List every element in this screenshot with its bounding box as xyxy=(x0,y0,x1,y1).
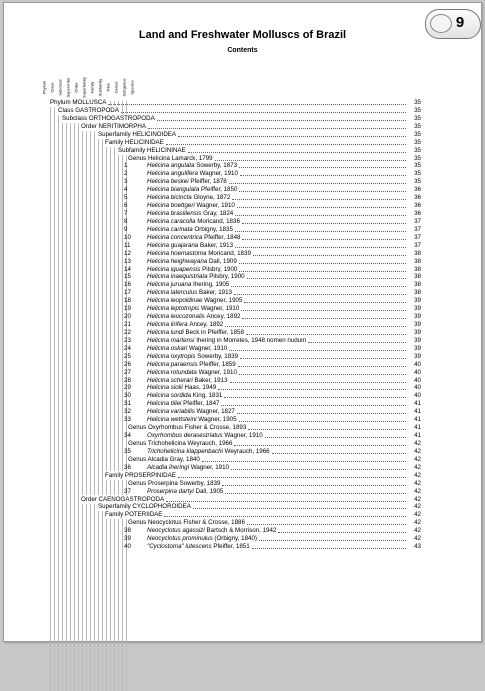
species-number: 4 xyxy=(124,186,128,194)
entry-page-number: 39 xyxy=(407,352,421,361)
species-number: 29 xyxy=(124,384,131,392)
species-author: Weyrauch, 1966 xyxy=(224,447,270,455)
entry-page-number: 35 xyxy=(407,114,421,123)
species-author: (Orbigny, 1840) xyxy=(214,535,257,543)
species-name: Helicina rotundata xyxy=(147,368,197,376)
dot-leader xyxy=(232,199,406,200)
species-author: Ihering in Morretes, 1948 nomen nudum xyxy=(196,336,307,344)
dot-leader xyxy=(166,501,406,502)
species-name: "Cyclostoma" lutescens xyxy=(147,543,212,551)
entry-page-number: 35 xyxy=(407,122,421,131)
entry-page-number: 42 xyxy=(407,463,421,472)
entry-page-number: 43 xyxy=(407,542,421,551)
species-author: Moricand, 1836 xyxy=(197,217,240,225)
species-author: Wagner, 1910 xyxy=(224,432,263,440)
species-name: Neocyclotus agassizi xyxy=(147,527,205,535)
entry-page-number: 37 xyxy=(407,233,421,242)
species-number: 25 xyxy=(124,352,131,360)
dot-leader xyxy=(239,191,406,192)
species-author: Haas, 1949 xyxy=(184,384,217,392)
dot-leader xyxy=(108,104,406,105)
entry-page-number: 38 xyxy=(407,272,421,281)
species-author: Wagner, 1905 xyxy=(198,416,237,424)
dot-leader xyxy=(178,477,406,478)
species-number: 13 xyxy=(124,257,131,265)
dot-leader xyxy=(239,271,406,272)
entry-page-number: 35 xyxy=(407,169,421,178)
taxon-label: Class GASTROPODA xyxy=(58,106,119,114)
species-name: Helicina laterculus xyxy=(147,289,198,297)
taxon-label: Genus Alcadia Gray, 1840 xyxy=(128,455,200,463)
species-number: 1 xyxy=(124,162,128,170)
species-name: Helicina oxytropis xyxy=(147,352,196,360)
entry-page-number: 39 xyxy=(407,312,421,321)
entry-page-number: 39 xyxy=(407,320,421,329)
species-number: 26 xyxy=(124,360,131,368)
species-name: Helicina juruana xyxy=(147,281,192,289)
entry-page-number: 40 xyxy=(407,383,421,392)
entry-page-number: 42 xyxy=(407,447,421,456)
species-author: Sowerby, 1873 xyxy=(196,162,238,170)
dot-leader xyxy=(225,493,406,494)
entry-page-number: 42 xyxy=(407,510,421,519)
species-number: 8 xyxy=(124,217,128,225)
species-number: 31 xyxy=(124,400,131,408)
entry-page-number: 38 xyxy=(407,249,421,258)
species-number: 27 xyxy=(124,368,131,376)
species-author: Wagner, 1910 xyxy=(201,305,240,313)
contents-heading: Contents xyxy=(227,47,258,54)
rank-header-label: Genus xyxy=(113,81,119,94)
species-number: 21 xyxy=(124,321,131,329)
species-number: 14 xyxy=(124,265,131,273)
dot-leader xyxy=(244,302,406,303)
taxon-label: Superfamily CYCLOPHOROIDEA xyxy=(98,503,191,511)
species-author: Wagner, 1910 xyxy=(188,344,228,352)
dot-leader xyxy=(229,350,406,351)
species-number: 33 xyxy=(124,416,131,424)
species-author: Wagner, 1910 xyxy=(198,368,237,376)
taxon-label: Subfamily HELICININAE xyxy=(118,146,186,154)
entry-page-number: 36 xyxy=(407,193,421,202)
rank-header-label: Order xyxy=(73,82,79,93)
species-name: Helicina leopoldinae xyxy=(147,297,203,305)
entry-page-number: 35 xyxy=(407,161,421,170)
species-number: 38 xyxy=(124,527,131,535)
species-author: Pilsbry, 1900 xyxy=(209,273,245,281)
dot-leader xyxy=(202,461,406,462)
entry-page-number: 38 xyxy=(407,257,421,266)
species-number: 40 xyxy=(124,543,131,551)
taxon-label: Order CAENOGASTROPODA xyxy=(81,495,165,503)
taxon-label: Superfamily HELICINOIDEA xyxy=(98,130,177,138)
species-author: Pfeiffer, 1851 xyxy=(213,543,250,551)
rank-header-label: Species xyxy=(129,80,135,95)
entry-page-number: 40 xyxy=(407,391,421,400)
species-name: Helicina guajarana xyxy=(147,241,199,249)
entry-page-number: 35 xyxy=(407,106,421,115)
dot-leader xyxy=(241,310,406,311)
species-author: Wagner, 1827 xyxy=(196,408,235,416)
dot-leader xyxy=(229,183,406,184)
species-number: 39 xyxy=(124,535,131,543)
entry-page-number: 35 xyxy=(407,154,421,163)
taxon-label: Genus Proserpina Sowerby, 1839 xyxy=(128,479,221,487)
species-name-line xyxy=(147,542,251,551)
taxon-label: Family HELICINIDAE xyxy=(105,138,164,146)
species-author: Beck in Pfeiffer, 1858 xyxy=(185,328,244,336)
species-author: Dall, 1909 xyxy=(208,257,237,265)
species-name: Helicina sordida xyxy=(147,392,192,400)
species-author: Wagner, 1905 xyxy=(204,297,243,305)
species-number: 17 xyxy=(124,289,131,297)
entry-page-number: 42 xyxy=(407,471,421,480)
species-name: Helicina caracolla xyxy=(147,217,196,225)
species-name: Helicina wettsteini xyxy=(147,416,197,424)
species-name: Helicina oskari xyxy=(147,344,188,352)
dot-leader xyxy=(248,429,406,430)
dot-leader xyxy=(224,397,406,398)
species-number: 9 xyxy=(124,225,128,233)
dot-leader xyxy=(247,524,406,525)
dot-leader xyxy=(242,239,406,240)
entry-page-number: 39 xyxy=(407,304,421,313)
dot-leader xyxy=(239,421,406,422)
species-author: Ancey, 1892 xyxy=(189,321,224,329)
species-author: Gray, 1824 xyxy=(203,210,234,218)
dot-leader xyxy=(235,247,406,248)
species-name: Helicina iguapensis xyxy=(147,265,201,273)
species-number: 5 xyxy=(124,194,128,202)
species-name: Helicina martensi xyxy=(147,336,195,344)
species-name: Alcadia iheringi xyxy=(147,463,189,471)
dot-leader xyxy=(148,128,406,129)
species-number: 23 xyxy=(124,336,131,344)
entry-page-number: 40 xyxy=(407,360,421,369)
entry-page-number: 39 xyxy=(407,336,421,345)
species-name: Helicina angulata xyxy=(147,162,195,170)
entry-page-number: 38 xyxy=(407,288,421,297)
species-author: Orbigny, 1835 xyxy=(194,225,233,233)
species-name: Helicina tiliei xyxy=(147,400,182,408)
species-name: Helicina carinata xyxy=(147,225,193,233)
species-name: Helicina heighwayana xyxy=(147,257,208,265)
species-number: 10 xyxy=(124,233,131,241)
rank-header-label: Superfamily xyxy=(81,76,87,99)
dot-leader xyxy=(164,516,406,517)
taxon-label: Genus Helicina Lamarck, 1799 xyxy=(128,154,213,162)
species-author: Wagner, 1910 xyxy=(190,463,229,471)
dot-leader xyxy=(121,112,406,113)
species-name: Helicina boettgeri xyxy=(147,202,195,210)
rank-header-label: Subclass xyxy=(57,79,63,96)
taxon-label: Family POTERIIDAE xyxy=(105,511,163,519)
species-author: King, 1831 xyxy=(192,392,223,400)
rank-header-label: Subgenus xyxy=(121,78,127,97)
dot-leader xyxy=(218,389,406,390)
shell-page-badge xyxy=(425,9,479,37)
page-number: 9 xyxy=(455,14,465,31)
entry-page-number: 42 xyxy=(407,495,421,504)
entry-page-number: 42 xyxy=(407,479,421,488)
species-number: 24 xyxy=(124,344,131,352)
entry-page-number: 35 xyxy=(407,146,421,155)
species-name: Oxyrhombus derasestriatus xyxy=(147,432,223,440)
species-name: Helicina concentrica xyxy=(147,233,203,241)
species-number: 32 xyxy=(124,408,131,416)
dot-leader xyxy=(234,294,406,295)
taxon-label: Phylum MOLLUSCA xyxy=(50,99,107,106)
species-number: 6 xyxy=(124,202,128,210)
entry-page-number: 40 xyxy=(407,376,421,385)
dot-leader xyxy=(242,318,406,319)
species-name: Helicina scherari xyxy=(147,376,193,384)
species-author: Pfeiffer, 1847 xyxy=(183,400,220,408)
dot-leader xyxy=(240,358,406,359)
species-name: Trichohelicina klappenbachi xyxy=(147,447,223,455)
dot-leader xyxy=(238,366,406,367)
entry-page-number: 41 xyxy=(407,415,421,424)
entry-page-number: 37 xyxy=(407,225,421,234)
dot-leader xyxy=(239,263,406,264)
species-number: 12 xyxy=(124,249,131,257)
species-author: Pfeiffer, 1859 xyxy=(199,360,236,368)
species-author: Baker, 1913 xyxy=(194,376,228,384)
entry-page-number: 39 xyxy=(407,328,421,337)
species-name: Helicina siolii xyxy=(147,384,183,392)
entry-page-number: 42 xyxy=(407,502,421,511)
dot-leader xyxy=(157,120,406,121)
dot-leader xyxy=(265,437,406,438)
rank-header-label: Tribe xyxy=(105,83,111,92)
species-number: 19 xyxy=(124,305,131,313)
rank-header-label: Class xyxy=(49,82,55,93)
dot-leader xyxy=(308,342,406,343)
species-number: 30 xyxy=(124,392,131,400)
entry-page-number: 40 xyxy=(407,368,421,377)
species-number: 7 xyxy=(124,210,128,218)
taxon-label: Genus Trichohelicina Weyrauch, 1966 xyxy=(128,439,233,447)
species-name: Helicina brasiliensis xyxy=(147,210,202,218)
dot-leader xyxy=(272,453,406,454)
species-number: 35 xyxy=(124,447,131,455)
entry-page-number: 42 xyxy=(407,526,421,535)
dot-leader xyxy=(239,167,406,168)
dot-leader xyxy=(222,485,406,486)
dot-leader xyxy=(225,326,406,327)
species-author: Pfeiffer, 1850 xyxy=(201,186,238,194)
species-number: 28 xyxy=(124,376,131,384)
species-name: Helicina angulifera xyxy=(147,170,198,178)
dot-leader xyxy=(188,152,406,153)
species-name: Helicina bicincta xyxy=(147,194,192,202)
species-name: Helicina beskei xyxy=(147,178,189,186)
species-author: Wagner, 1910 xyxy=(196,202,235,210)
entry-page-number: 35 xyxy=(407,177,421,186)
entry-page-number: 35 xyxy=(407,138,421,147)
species-name: Proserpina dartyi xyxy=(147,487,194,495)
entry-page-number: 37 xyxy=(407,241,421,250)
species-number: 20 xyxy=(124,313,131,321)
species-number: 34 xyxy=(124,432,131,440)
species-number: 37 xyxy=(124,487,131,495)
species-number: 15 xyxy=(124,273,131,281)
taxon-label: Genus Oxyrhombus Fisher & Crosse, 1893 xyxy=(128,424,247,432)
taxon-label: Family PROSERPINIDAE xyxy=(105,471,176,479)
species-author: Bartsch & Morrison, 1942 xyxy=(206,527,277,535)
dot-leader xyxy=(237,207,406,208)
entry-page-number: 35 xyxy=(407,98,421,107)
rank-header-label: Phylum xyxy=(41,80,47,95)
entry-page-number: 42 xyxy=(407,487,421,496)
dot-leader xyxy=(278,532,406,533)
species-author: Wagner, 1910 xyxy=(199,170,238,178)
species-number: 16 xyxy=(124,281,131,289)
entry-page-number: 38 xyxy=(407,265,421,274)
dot-leader xyxy=(231,469,406,470)
species-author: Pfeiffer, 1848 xyxy=(204,233,241,241)
dot-leader xyxy=(246,334,406,335)
dot-leader xyxy=(259,540,406,541)
entry-page-number: 39 xyxy=(407,344,421,353)
species-number: 22 xyxy=(124,328,131,336)
dot-leader xyxy=(230,382,406,383)
taxon-label: Genus Neocyclotus Fisher & Crosse, 1886 xyxy=(128,519,245,527)
taxon-label: Subclass ORTHOGASTROPODA xyxy=(62,114,155,122)
entry-page-number: 41 xyxy=(407,423,421,432)
species-number: 11 xyxy=(124,241,131,249)
species-author: Baker, 1913 xyxy=(200,241,234,249)
species-name: Helicina biangulata xyxy=(147,186,200,194)
species-author: Moricand, 1839 xyxy=(208,249,251,257)
entry-page-number: 42 xyxy=(407,534,421,543)
species-name: Helicina leucozonalis xyxy=(147,313,205,321)
dot-leader xyxy=(240,175,406,176)
species-name: Helicina lundi xyxy=(147,328,184,336)
dot-leader xyxy=(231,286,406,287)
dot-leader xyxy=(239,374,406,375)
entry-page-number: 37 xyxy=(407,217,421,226)
rank-header-label: Subfamily xyxy=(97,78,103,97)
species-author: Sowerby, 1839 xyxy=(197,352,239,360)
entry-page-number: 36 xyxy=(407,185,421,194)
taxon-label: Order NERITIMORPHA xyxy=(81,122,146,130)
dot-leader xyxy=(237,413,406,414)
species-author: Pfeiffer, 1878 xyxy=(190,178,227,186)
entry-page-number: 36 xyxy=(407,201,421,210)
entry-page-number: 38 xyxy=(407,280,421,289)
rank-header-label: Family xyxy=(89,81,95,94)
dot-leader xyxy=(252,548,406,549)
dot-leader xyxy=(253,255,406,256)
species-name: Helicina leptotropis xyxy=(147,305,200,313)
species-name: Helicina paraensis xyxy=(147,360,198,368)
species-author: Ihering, 1905 xyxy=(193,281,230,289)
document-page xyxy=(3,2,482,642)
dot-leader xyxy=(242,223,406,224)
species-author: Gloyne, 1872 xyxy=(193,194,231,202)
dot-leader xyxy=(235,215,406,216)
dot-leader xyxy=(215,160,406,161)
species-entry[interactable] xyxy=(4,542,421,551)
entry-page-number: 42 xyxy=(407,518,421,527)
species-author: Dall, 1905 xyxy=(195,487,224,495)
dot-leader xyxy=(234,445,406,446)
species-author: Ancey, 1892 xyxy=(206,313,241,321)
species-author: Pilsbry, 1900 xyxy=(202,265,238,273)
entry-page-number: 39 xyxy=(407,296,421,305)
dot-leader xyxy=(193,508,406,509)
species-author: Baker, 1913 xyxy=(198,289,232,297)
species-name: Helicina inaequistriata xyxy=(147,273,208,281)
species-name: Helicina hoemastoma xyxy=(147,249,207,257)
dot-leader xyxy=(247,278,406,279)
species-name: Helicina variabilis xyxy=(147,408,195,416)
species-name: Helicina lirifera xyxy=(147,321,188,329)
species-number: 18 xyxy=(124,297,131,305)
page-title: Land and Freshwater Molluscs of Brazil xyxy=(138,29,347,41)
dot-leader xyxy=(221,405,406,406)
dot-leader xyxy=(235,231,406,232)
entry-page-number: 41 xyxy=(407,431,421,440)
dot-leader xyxy=(166,144,406,145)
entry-page-number: 41 xyxy=(407,399,421,408)
entry-page-number: 36 xyxy=(407,209,421,218)
species-number: 2 xyxy=(124,170,128,178)
species-number: 36 xyxy=(124,463,131,471)
dot-leader xyxy=(178,136,406,137)
entry-page-number: 42 xyxy=(407,455,421,464)
species-name: Neocyclotus prominulus xyxy=(147,535,213,543)
entry-page-number: 41 xyxy=(407,407,421,416)
entry-page-number: 35 xyxy=(407,130,421,139)
species-number: 3 xyxy=(124,178,128,186)
entry-page-number: 42 xyxy=(407,439,421,448)
rank-header-label: Superorder xyxy=(65,77,71,98)
